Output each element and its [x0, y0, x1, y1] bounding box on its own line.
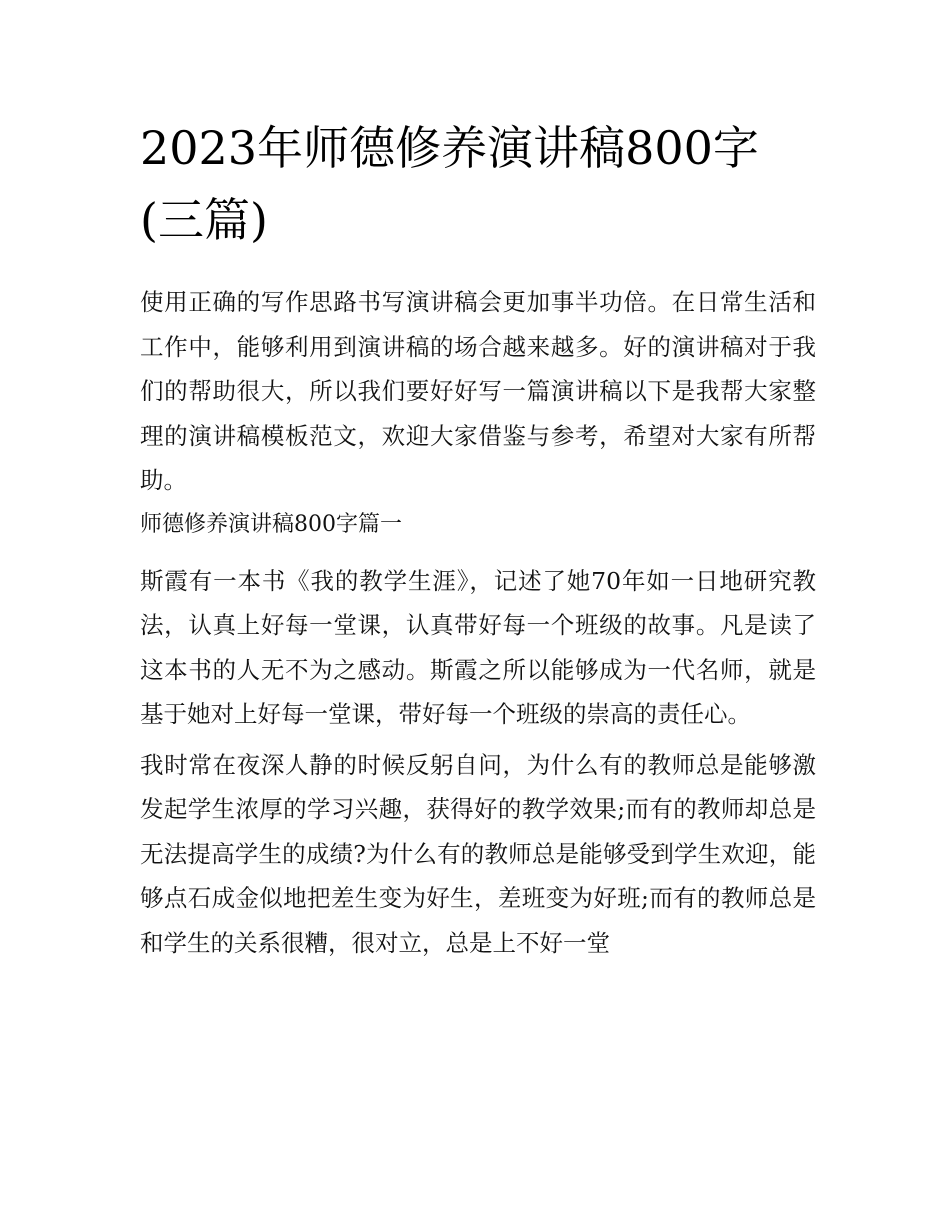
body-paragraph-2: 我时常在夜深人静的时候反躬自问，为什么有的教师总是能够激发起学生浓厚的学习兴趣，获得好的教学效果;而有的教师却总是无法提高学生的成绩?为什么有的教师总是能够受到学生欢迎，能够点石成金似地把差生变为好生，差班变为好班;而有的教师总是和学生的关系很糟，很对立，总是上不好一堂 [140, 750, 816, 957]
document-body [140, 280, 816, 965]
intro-paragraph: 使用正确的写作思路书写演讲稿会更加事半功倍。在日常生活和工作中，能够利用到演讲稿的场合越来越多。好的演讲稿对于我们的帮助很大，所以我们要好好写一篇演讲稿以下是我帮大家整理的演讲稿模板范文，欢迎大家借鉴与参考，希望对大家有所帮助。 [140, 288, 816, 494]
document-title: 2023年师德修养演讲稿800字(三篇) [140, 121, 759, 247]
body-paragraph-1: 斯霞有一本书《我的教学生涯》，记述了她70年如一日地研究教法，认真上好每一堂课，认真带好每一个班级的故事。凡是读了这本书的人无不为之感动。斯霞之所以能够成为一代名师，就是基于她对上好每一堂课，带好每一个班级的崇高的责任心。 [140, 566, 816, 728]
section-heading: 师德修养演讲稿800字篇一 [140, 511, 402, 537]
